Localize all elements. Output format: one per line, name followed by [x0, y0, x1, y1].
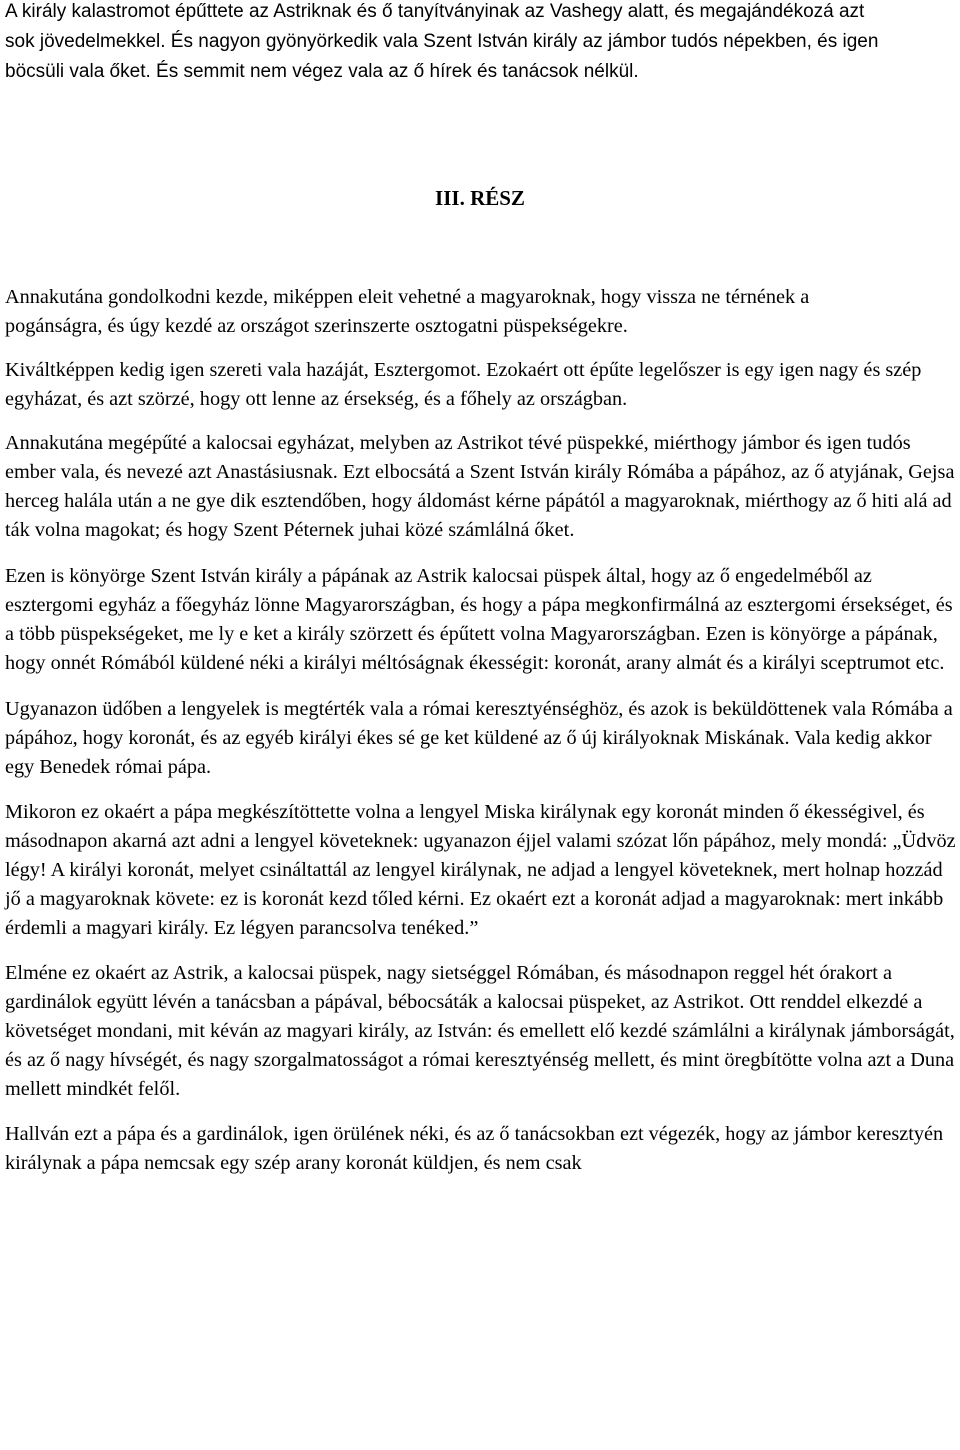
- paragraph-4: Ezen is könyörge Szent István király a pápának az Astrik kalocsai püspek által, hogy az ő engedelméből az esztergomi egyház a főegyház lönne Magyarországban, és hogy a pápa megkonfirmálná az esztergomi érsekséget, és a több püspekségeket, me ly e ket a király szörzett és épűtett volna Magyarországban. Ezen is könyörge a pápának, hogy onnét Rómából küldené néki a királyi méltóságnak ékességit: koronát, arany almát és a királyi sceptrumot etc.: [5, 565, 953, 674]
- paragraph-7: Elméne ez okaért az Astrik, a kalocsai püspek, nagy sietséggel Rómában, és másodnapon reggel hét órakort a gardinálok együtt lévén a tanácsban a pápával, bébocsáták a kalocsai püspeket, az Astrikot. Ott renddel elkezdé a követséget mondani, mit kéván az magyari király, az István: és emellett elő kezdé számlálni a királynak jámborságát, és az ő nagy hívségét, és nagy szorgalmatosságot a római keresztyénség mellett, és mint öregbítötte volna azt a Duna mellett mindkét felől.: [5, 962, 955, 1100]
- paragraph-3: Annakutána megépűté a kalocsai egyházat, melyben az Astrikot tévé püspekké, miérthogy jámbor és igen tudós ember vala, és nevezé azt Anastásiusnak. Ezt elbocsátá a Szent István király Rómába a pápához, az ő atyjának, Gejsa herceg halála után a ne gye dik esztendőben, hogy áldomást kérne pápától a magyaroknak, miérthogy az ő hiti alá ad ták volna magokat; és hogy Szent Péternek juhai közé számlálná őket.: [5, 432, 955, 541]
- paragraph-1: Annakutána gondolkodni kezde, miképpen eleit vehetné a magyaroknak, hogy vissza ne térnének a pogánságra, és úgy kezdé az országot szerinszerte osztogatni püspekségekre.: [5, 286, 810, 337]
- paragraph-8: Hallván ezt a pápa és a gardinálok, igen örülének néki, és az ő tanácsokban ezt végezék, hogy az jámbor keresztyén királynak a pápa nemcsak egy szép arany koronát küldjen, és nem csak: [5, 1123, 944, 1174]
- section-title: III. RÉSZ: [435, 186, 525, 210]
- intro-paragraph: A király kalastromot épűttete az Astriknak és ő tanyítványinak az Vashegy alatt, és megajándékozá azt sok jövedelmekkel. És nagyon gyönyörkedik vala Szent István király az jámbor tudós népekben, és igen böcsüli vala őket. És semmit nem végez vala az ő hírek és tanácsok nélkül.: [5, 1, 879, 82]
- paragraph-2: Kiváltképpen kedig igen szereti vala hazáját, Esztergomot. Ezokaért ott épűte legelőszer is egy igen nagy és szép egyházat, és azt szörzé, hogy ott lenne az érsekség, és a főhely az országban.: [5, 359, 922, 410]
- paragraph-6: Mikoron ez okaért a pápa megkészítöttette volna a lengyel Miska királynak egy koronát minden ő ékességivel, és másodnapon akarná azt adni a lengyel követeknek: ugyanazon éjjel valami szózat lőn pápához, mely mondá: „Üdvöz légy! A királyi koronát, melyet csináltattál az lengyel királynak, ne adjad a lengyel követeknek, mert holnap hozzád jő a magyaroknak követe: ez is koronát kezd tőled kérni. Ez okaért ezt a koronát adjad a magyaroknak: mert inkább érdemli a magyari király. Ez légyen parancsolva tenéked.”: [5, 801, 956, 939]
- paragraph-5: Ugyanazon üdőben a lengyelek is megtérték vala a római keresztyénséghöz, és azok is beküldöttenek vala Rómába a pápához, hogy koronát, és az egyéb királyi ékes sé ge ket küldené az ő új királyoknak Miskának. Vala kedig akkor egy Benedek római pápa.: [5, 698, 953, 778]
